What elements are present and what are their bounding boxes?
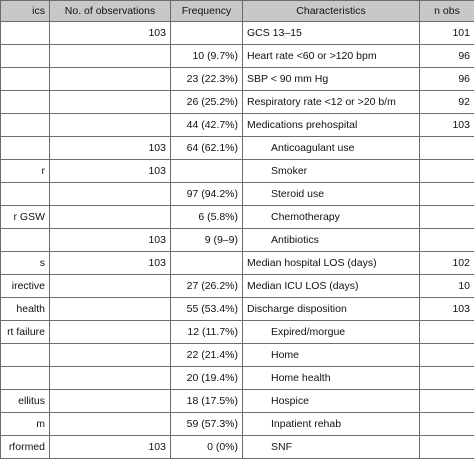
table-row [1, 252, 474, 275]
table-row [1, 91, 474, 114]
header-observations: No. of observations [50, 1, 171, 22]
table-row [1, 183, 474, 206]
header-characteristics-right: Characteristics [243, 1, 420, 22]
table-row [1, 390, 474, 413]
cell-frequency: 20 (19.4%) [171, 367, 243, 390]
table-row [1, 229, 474, 252]
cell-characteristic-left [1, 229, 50, 252]
cell-characteristic-right: Heart rate <60 or >120 bpm [243, 45, 420, 68]
table-row [1, 114, 474, 137]
cell-frequency [171, 252, 243, 275]
cell-characteristic-left: r [1, 160, 50, 183]
cell-frequency: 12 (11.7%) [171, 321, 243, 344]
cell-n-obs [420, 206, 474, 229]
cell-observations [50, 321, 171, 344]
cell-n-obs [420, 160, 474, 183]
cell-frequency: 22 (21.4%) [171, 344, 243, 367]
cell-n-obs [420, 413, 474, 436]
cell-characteristic-left: irective [1, 275, 50, 298]
cell-frequency: 26 (25.2%) [171, 91, 243, 114]
cell-observations [50, 45, 171, 68]
cell-characteristic-right: Hospice [243, 390, 420, 413]
cell-characteristic-left [1, 114, 50, 137]
cell-frequency: 0 (0%) [171, 436, 243, 459]
table-row [1, 275, 474, 298]
header-row [1, 1, 474, 22]
cell-observations: 103 [50, 436, 171, 459]
cell-characteristic-left [1, 68, 50, 91]
cell-characteristic-right: Expired/morgue [243, 321, 420, 344]
cell-n-obs [420, 436, 474, 459]
cell-characteristic-right: Median hospital LOS (days) [243, 252, 420, 275]
table-row [1, 22, 474, 45]
cell-observations [50, 344, 171, 367]
cell-frequency [171, 160, 243, 183]
cell-characteristic-right: Chemotherapy [243, 206, 420, 229]
cell-n-obs [420, 367, 474, 390]
cell-n-obs: 103 [420, 298, 474, 321]
cell-characteristic-right: Respiratory rate <12 or >20 b/m [243, 91, 420, 114]
table-row [1, 45, 474, 68]
cell-characteristic-right: SBP < 90 mm Hg [243, 68, 420, 91]
cell-frequency: 9 (9–9) [171, 229, 243, 252]
cell-frequency: 18 (17.5%) [171, 390, 243, 413]
cell-n-obs [420, 390, 474, 413]
cell-n-obs [420, 137, 474, 160]
cell-frequency: 55 (53.4%) [171, 298, 243, 321]
cell-observations [50, 206, 171, 229]
table-row [1, 160, 474, 183]
cell-characteristic-left [1, 344, 50, 367]
header-characteristics-left: ics [1, 1, 50, 22]
cell-observations: 103 [50, 229, 171, 252]
cell-frequency [171, 22, 243, 45]
cell-n-obs: 10 [420, 275, 474, 298]
cell-observations [50, 68, 171, 91]
cell-characteristic-right: Steroid use [243, 183, 420, 206]
cell-frequency: 6 (5.8%) [171, 206, 243, 229]
cell-frequency: 23 (22.3%) [171, 68, 243, 91]
cell-n-obs [420, 229, 474, 252]
cell-characteristic-left: s [1, 252, 50, 275]
cell-n-obs [420, 344, 474, 367]
cell-observations [50, 413, 171, 436]
cell-observations: 103 [50, 252, 171, 275]
cell-characteristic-right: Home [243, 344, 420, 367]
table-body [1, 22, 474, 459]
cell-characteristic-left: m [1, 413, 50, 436]
cell-frequency: 97 (94.2%) [171, 183, 243, 206]
cell-observations [50, 298, 171, 321]
cell-n-obs: 102 [420, 252, 474, 275]
header-n-obs: n obs [420, 1, 474, 22]
cell-characteristic-left: ellitus [1, 390, 50, 413]
cell-characteristic-left [1, 22, 50, 45]
cell-observations [50, 367, 171, 390]
cell-characteristic-right: Home health [243, 367, 420, 390]
cell-frequency: 10 (9.7%) [171, 45, 243, 68]
cell-characteristic-right: Inpatient rehab [243, 413, 420, 436]
cell-n-obs: 96 [420, 45, 474, 68]
header-frequency: Frequency [171, 1, 243, 22]
cell-n-obs: 96 [420, 68, 474, 91]
cell-frequency: 44 (42.7%) [171, 114, 243, 137]
table-row [1, 137, 474, 160]
cell-characteristic-left [1, 137, 50, 160]
cell-frequency: 64 (62.1%) [171, 137, 243, 160]
table-row [1, 413, 474, 436]
cell-characteristic-left [1, 183, 50, 206]
cell-characteristic-left [1, 45, 50, 68]
cell-characteristic-right: Antibiotics [243, 229, 420, 252]
cell-observations [50, 390, 171, 413]
cell-characteristic-left: rformed [1, 436, 50, 459]
table-row [1, 298, 474, 321]
table-row [1, 367, 474, 390]
cell-characteristic-left: health [1, 298, 50, 321]
cell-observations [50, 183, 171, 206]
cell-observations: 103 [50, 160, 171, 183]
cell-characteristic-right: Median ICU LOS (days) [243, 275, 420, 298]
cell-characteristic-right: Smoker [243, 160, 420, 183]
cell-n-obs: 101 [420, 22, 474, 45]
cell-characteristic-left: r GSW [1, 206, 50, 229]
cell-observations: 103 [50, 137, 171, 160]
cell-characteristic-left [1, 91, 50, 114]
table-row [1, 206, 474, 229]
cell-characteristic-right: Discharge disposition [243, 298, 420, 321]
cell-observations [50, 275, 171, 298]
table-row [1, 321, 474, 344]
cell-characteristic-right: GCS 13–15 [243, 22, 420, 45]
cell-characteristic-right: Medications prehospital [243, 114, 420, 137]
cell-frequency: 59 (57.3%) [171, 413, 243, 436]
cell-characteristic-left: rt failure [1, 321, 50, 344]
table-row [1, 344, 474, 367]
table-row [1, 436, 474, 459]
cell-frequency: 27 (26.2%) [171, 275, 243, 298]
cell-characteristic-right: Anticoagulant use [243, 137, 420, 160]
cell-n-obs [420, 183, 474, 206]
cell-n-obs: 103 [420, 114, 474, 137]
cell-observations [50, 114, 171, 137]
cell-n-obs: 92 [420, 91, 474, 114]
cell-n-obs [420, 321, 474, 344]
cell-characteristic-left [1, 367, 50, 390]
table-row [1, 68, 474, 91]
cell-observations: 103 [50, 22, 171, 45]
cell-observations [50, 91, 171, 114]
cell-characteristic-right: SNF [243, 436, 420, 459]
